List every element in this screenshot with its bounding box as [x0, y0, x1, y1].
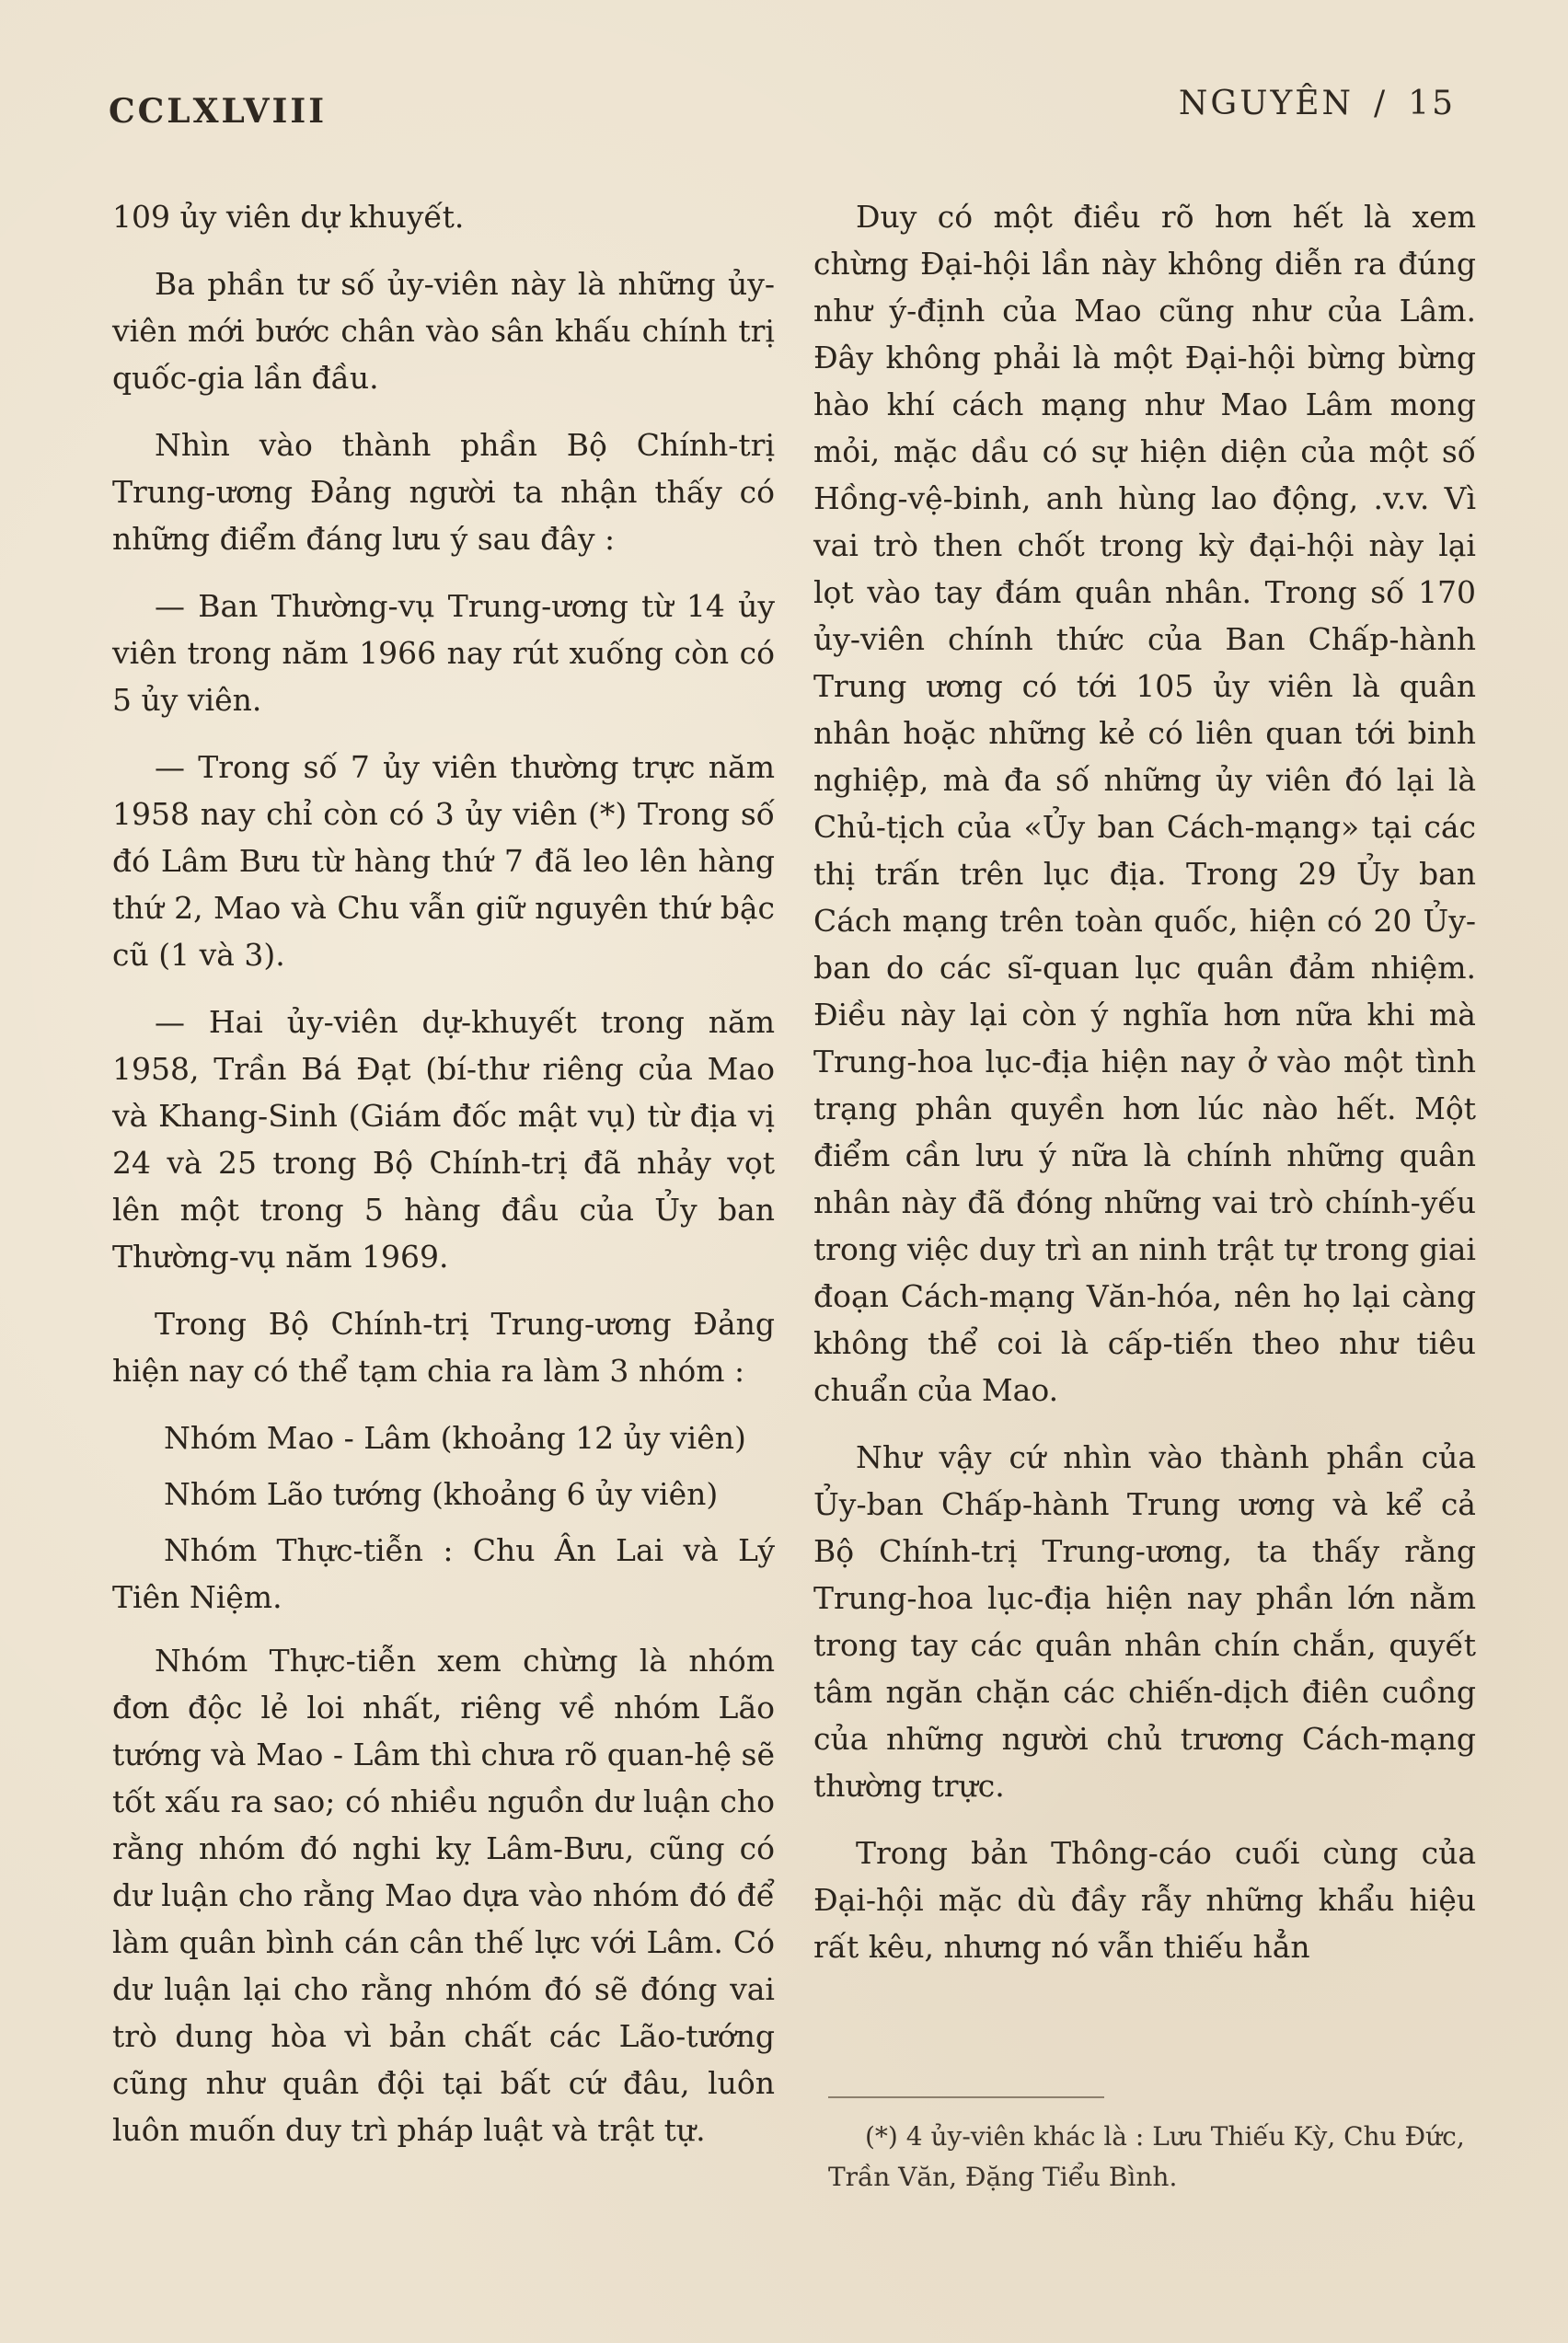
running-header	[1179, 85, 1456, 122]
header-separator: /	[1374, 85, 1389, 122]
group-item: Nhóm Thực-tiễn : Chu Ân Lai và Lý Tiên Niệm.	[112, 1532, 775, 1615]
left-column	[112, 193, 775, 2174]
paragraph: Nhóm Thực-tiễn xem chừng là nhóm đơn độc lẻ loi nhất, riêng về nhóm Lão tướng và Mao - Lâm thì chưa rõ quan-hệ sẽ tốt xấu ra sao; có nhiều nguồn dư luận cho rằng nhóm đó nghi kỵ Lâm-Bưu, cũng có dư luận cho rằng Mao dựa vào nhóm đó để làm quân bình cán cân thế lực với Lâm. Có dư luận lại cho rằng nhóm đó sẽ đóng vai trò dung hòa vì bản chất các Lão-tướng cũng như quân đội tại bất cứ đâu, luôn luôn muốn duy trì pháp luật và trật tự.	[112, 1643, 775, 2148]
group-item: Nhóm Lão tướng (khoảng 6 ủy viên)	[164, 1476, 719, 1512]
paragraph: Ba phần tư số ủy-viên này là những ủy-viên mới bước chân vào sân khấu chính trị quốc-gia lần đầu.	[112, 266, 775, 396]
right-column	[813, 193, 1476, 1991]
group-item: Nhóm Mao - Lâm (khoảng 12 ủy viên)	[164, 1420, 746, 1456]
footnote-divider	[828, 2096, 1104, 2098]
bullet-paragraph: — Trong số 7 ủy viên thường trực năm 1958 nay chỉ còn có 3 ủy viên (*) Trong số đó Lâm Bưu từ hàng thứ 7 đã leo lên hàng thứ 2, Mao và Chu vẫn giữ nguyên thứ bậc cũ (1 và 3).	[112, 749, 775, 973]
page-number: 15	[1408, 85, 1456, 122]
bullet-paragraph: — Ban Thường-vụ Trung-ương từ 14 ủy viên trong năm 1966 nay rút xuống còn có 5 ủy viên.	[112, 588, 775, 718]
paragraph: Duy có một điều rõ hơn hết là xem chừng Đại-hội lần này không diễn ra đúng như ý-định của Mao cũng như của Lâm. Đây không phải là một Đại-hội bừng bừng hào khí cách mạng như Mao Lâm mong mỏi, mặc dầu có sự hiện diện của một số Hồng-vệ-binh, anh hùng lao động, .v.v. Vì vai trò then chốt trong kỳ đại-hội này lại lọt vào tay đám quân nhân. Trong số 170 ủy-viên chính thức của Ban Chấp-hành Trung ương có tới 105 ủy viên là quân nhân hoặc những kẻ có liên quan tới binh nghiệp, mà đa số những ủy viên đó lại là Chủ-tịch của «Ủy ban Cách-mạng» tại các thị trấn trên lục địa. Trong 29 Ủy ban Cách mạng trên toàn quốc, hiện có 20 Ủy-ban do các sĩ-quan lục quân đảm nhiệm. Điều này lại còn ý nghĩa hơn nữa khi mà Trung-hoa lục-địa hiện nay ở vào một tình trạng phân quyền hơn lúc nào hết. Một điểm cần lưu ý nữa là chính những quân nhân này đã đóng những vai trò chính-yếu trong việc duy trì an ninh trật tự trong giai đoạn Cách-mạng Văn-hóa, nên họ lại càng không thể coi là cấp-tiến theo như tiêu chuẩn của Mao.	[813, 199, 1476, 1408]
paragraph: Như vậy cứ nhìn vào thành phần của Ủy-ban Chấp-hành Trung ương và kể cả Bộ Chính-trị Trung-ương, ta thấy rằng Trung-hoa lục-địa hiện nay phần lớn nằm trong tay các quân nhân chín chắn, quyết tâm ngăn chặn các chiến-dịch điên cuồng của những người chủ trương Cách-mạng thường trực.	[813, 1439, 1476, 1804]
bullet-paragraph: — Hai ủy-viên dự-khuyết trong năm 1958, Trần Bá Đạt (bí-thư riêng của Mao và Khang-Sinh (Giám đốc mật vụ) từ địa vị 24 và 25 trong Bộ Chính-trị đã nhảy vọt lên một trong 5 hàng đầu của Ủy ban Thường-vụ năm 1969.	[112, 1004, 775, 1275]
chapter-number: CCLXLVIII	[109, 92, 328, 131]
paragraph: Trong Bộ Chính-trị Trung-ương Đảng hiện nay có thể tạm chia ra làm 3 nhóm :	[112, 1306, 775, 1389]
paragraph: Trong bản Thông-cáo cuối cùng của Đại-hội mặc dù đầy rẫy những khẩu hiệu rất kêu, nhưng nó vẫn thiếu hẳn	[813, 1835, 1476, 1965]
paragraph-continuation: 109 ủy viên dự khuyết.	[112, 199, 465, 235]
footnote: (*) 4 ủy-viên khác là : Lưu Thiếu Kỳ, Chu Đức, Trần Văn, Đặng Tiểu Bình.	[828, 2121, 1465, 2192]
paragraph: Nhìn vào thành phần Bộ Chính-trị Trung-ương Đảng người ta nhận thấy có những điểm đáng lưu ý sau đây :	[112, 427, 775, 557]
section-title: NGUYÊN	[1178, 85, 1355, 122]
